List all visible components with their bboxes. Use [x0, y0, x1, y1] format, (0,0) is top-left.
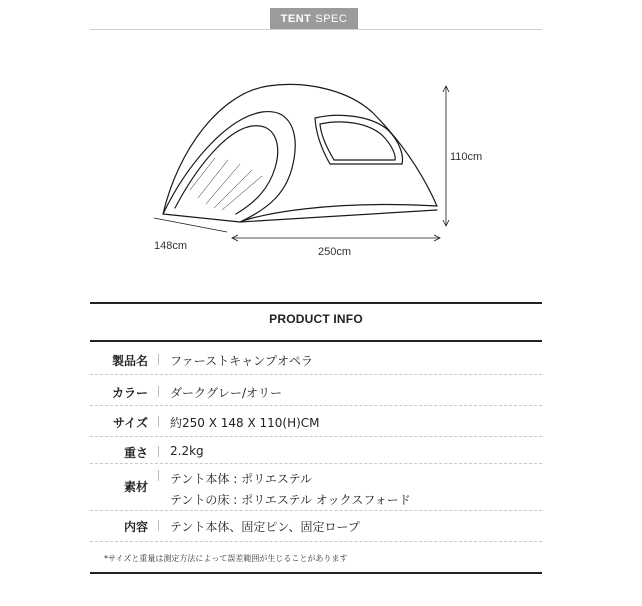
- width-label: 250cm: [318, 246, 352, 258]
- row-divider: [90, 374, 542, 375]
- tent-base: [163, 210, 437, 222]
- info-bottom-rule: [90, 572, 542, 574]
- row-divider: [90, 405, 542, 406]
- row-separator: [158, 354, 159, 365]
- row-divider: [90, 510, 542, 511]
- row-label: サイズ: [112, 416, 148, 430]
- row-value: ファーストキャンプオペラ: [170, 354, 314, 368]
- row-value: 約250 X 148 X 110(H)CM: [170, 416, 320, 430]
- row-label: 内容: [123, 520, 148, 534]
- tent-outer-dome: [163, 84, 437, 214]
- row-separator: [158, 446, 159, 457]
- row-label: 製品名: [111, 354, 148, 368]
- row-label: 素材: [123, 480, 148, 494]
- tent-door-arch: [175, 126, 278, 214]
- row-divider: [90, 436, 542, 437]
- row-value-second: テントの床 : ポリエステル オックスフォード: [170, 493, 411, 507]
- badge-bold-text: TENT: [280, 13, 312, 25]
- row-divider: [90, 463, 542, 464]
- row-separator: [158, 520, 159, 531]
- row-separator: [158, 416, 159, 427]
- info-top-rule: [90, 302, 542, 304]
- disclaimer-note: *サイズと重量は測定方法によって誤差範囲が生じることがあります: [104, 554, 348, 563]
- height-dimension-line: [443, 86, 449, 226]
- row-label: 重さ: [123, 446, 148, 460]
- badge-light-text: SPEC: [315, 13, 348, 25]
- row-value: テント本体 : ポリエステル: [170, 472, 312, 486]
- height-label: 110cm: [450, 151, 483, 163]
- tent-side-window-inner: [320, 122, 395, 160]
- tent-body-edge: [240, 205, 437, 222]
- row-divider: [90, 541, 542, 542]
- depth-label: 148cm: [154, 240, 188, 252]
- row-separator: [158, 470, 159, 481]
- row-separator: [158, 386, 159, 397]
- info-header-rule: [90, 340, 542, 342]
- row-label: カラー: [111, 386, 148, 400]
- row-value: テント本体、固定ピン、固定ロープ: [170, 520, 360, 534]
- product-info-title: PRODUCT INFO: [269, 312, 363, 326]
- row-value: ダークグレー/オリー: [170, 386, 283, 400]
- width-dimension-line: [232, 235, 440, 241]
- row-value: 2.2kg: [170, 444, 204, 458]
